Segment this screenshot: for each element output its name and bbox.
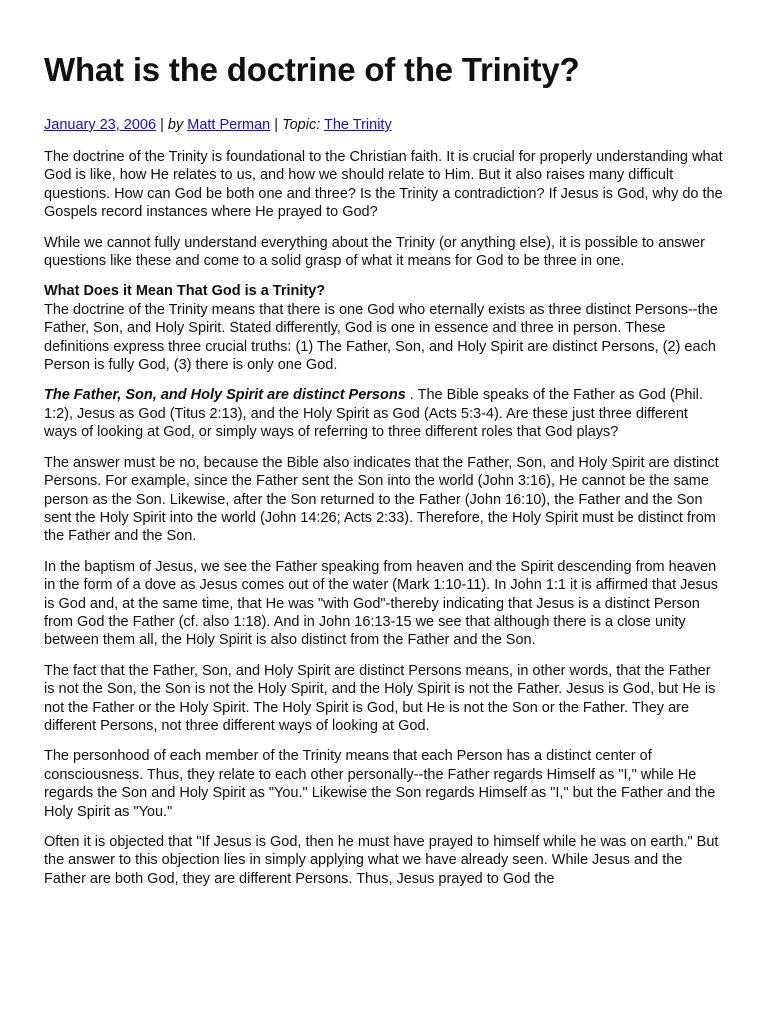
paragraph-intro-1: The doctrine of the Trinity is foundational to the Christian faith. It is crucial for properly understanding what God is like, how He relates to us, and how we should relate to Him. But it also raises many difficult questions. How can God be both one and three? Is the Trinity a contradiction? If Jesus is God, why do the Gospels record instances where He prayed to God? — [44, 149, 723, 221]
section-intro: The doctrine of the Trinity means that there is one God who eternally exists as three distinct Persons--the Father, Son, and Holy Spirit. Stated differently, God is one in essence and three in person. These definitions express three crucial truths: (1) The Father, Son, and Holy Spirit are distinct Persons, (2) each Person is fully God, (3) there is only one God. — [44, 301, 718, 374]
section-heading: What Does it Mean That God is a Trinity? — [44, 283, 326, 300]
topic-label: Topic: — [282, 117, 321, 133]
paragraph-distinct-persons — [44, 386, 724, 441]
article-meta — [44, 116, 724, 134]
meta-separator: | — [270, 117, 283, 133]
author-link[interactable]: Matt Perman — [187, 117, 271, 133]
date-link[interactable]: January 23, 2006 — [44, 117, 157, 133]
emphasis-lead: The Father, Son, and Holy Spirit are distinct Persons — [44, 387, 406, 404]
paragraph-intro-2: While we cannot fully understand everything about the Trinity (or anything else), it is possible to answer questions like these and come to a solid grasp of what it means for God to be three in one. — [44, 234, 705, 270]
section — [44, 282, 724, 374]
paragraph-body-5: Often it is objected that "If Jesus is God, then he must have prayed to himself while he was on earth." But the answer to this objection lies in simply applying what we have already seen. While Jesus and the Father are both God, they are different Persons. Thus, Jesus prayed to God the — [44, 834, 719, 887]
topic-link[interactable]: The Trinity — [324, 117, 392, 133]
paragraph-body-3: The fact that the Father, Son, and Holy Spirit are distinct Persons means, in other words, that the Father is not the Son, the Son is not the Holy Spirit, and the Holy Spirit is not the Father. Jesus is God, but He is not the Father or the Holy Spirit. The Holy Spirit is God, but He is not the Son or the Father. They are different Persons, not three different ways of looking at God. — [44, 662, 716, 734]
by-label: by — [167, 117, 184, 133]
paragraph-body-4: The personhood of each member of the Trinity means that each Person has a distinct center of consciousness. Thus, they relate to each other personally--the Father regards Himself as "I," while He regards the Son and Holy Spirit as "You." Likewise the Son regards Himself as "I," but the Father and the Holy Spirit as "You." — [44, 748, 716, 820]
paragraph-body-1: The answer must be no, because the Bible also indicates that the Father, Son, and Holy Spirit are distinct Persons. For example, since the Father sent the Son into the world (John 3:16), He cannot be the same person as the Son. Likewise, after the Son returned to the Father (John 16:10), the Father and the Son sent the Holy Spirit into the world (John 14:26; Acts 2:33). Therefore, the Holy Spirit must be distinct from the Father and the Son. — [44, 454, 719, 545]
paragraph-body-2: In the baptism of Jesus, we see the Father speaking from heaven and the Spirit descending from heaven in the form of a dove as Jesus comes out of the water (Mark 1:10-11). In John 1:1 it is affirmed that Jesus is God and, at the same time, that He was "with God"-thereby indicating that Jesus is a distinct Person from God the Father (cf. also 1:18). And in John 16:13-15 we see that although there is a close unity between them all, the Holy Spirit is also distinct from the Father and the Son. — [44, 558, 719, 649]
meta-separator: | — [156, 117, 168, 133]
emphasis-rest: . The Bible speaks of the Father as God (Phil. 1:2), Jesus as God (Titus 2:13), and the Holy Spirit as God (Acts 5:3-4). Are these just three different ways of looking at God, or simply ways of referring to three different roles that God plays? — [44, 387, 703, 441]
page-title: What is the doctrine of the Trinity? — [44, 51, 580, 88]
